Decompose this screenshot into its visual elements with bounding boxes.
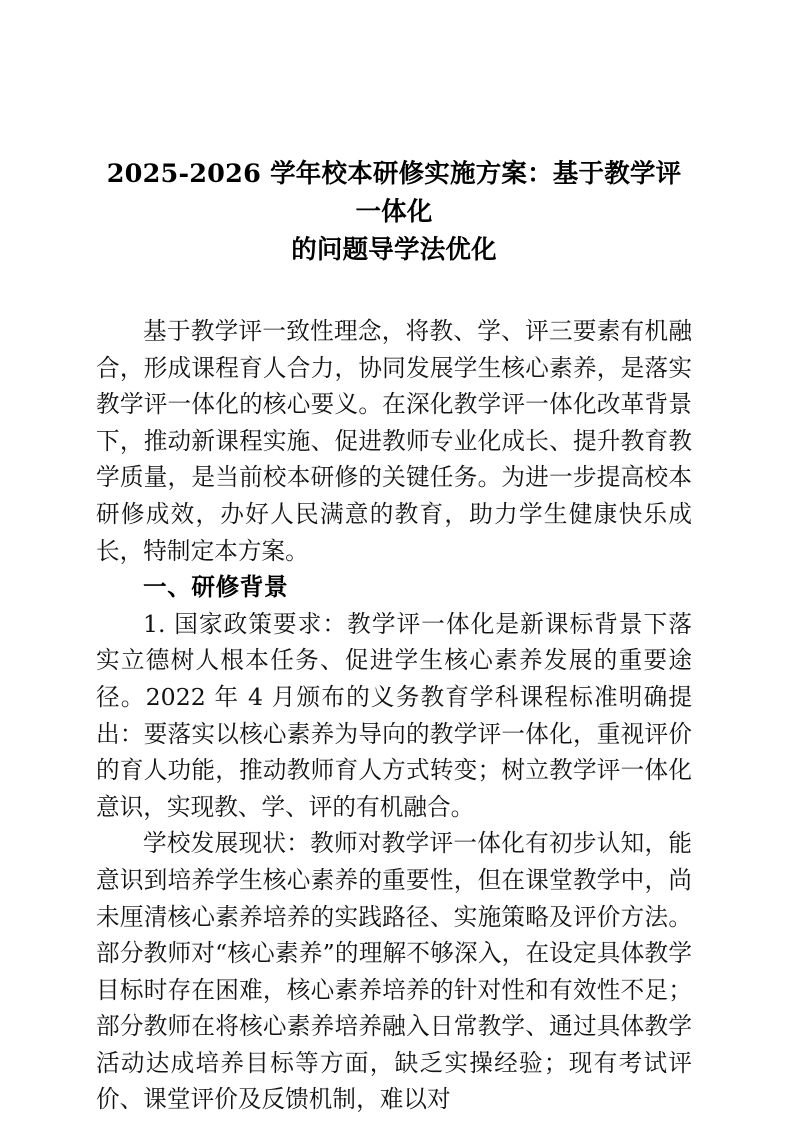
section-heading-research-background: 一、研修背景 [143, 573, 289, 602]
page-title [96, 155, 692, 269]
page-title-line-1: 2025-2026 学年校本研修实施方案：基于教学评一体化 [106, 159, 682, 227]
paragraph-intro: 基于教学评一致性理念，将教、学、评三要素有机融合，形成课程育人合力，协同发展学生核心素养，是落实教学评一体化的核心要义。在深化教学评一体化改革背景下，推动新课程实施、促进教师专业化成长、提升教育教学质量，是当前校本研修的关键任务。为进一步提高校本研修成效，办好人民满意的教育，助力学生健康快乐成长，特制定本方案。 [96, 317, 692, 565]
document-content [96, 155, 692, 1118]
paragraph-school-status: 学校发展现状：教师对教学评一体化有初步认知，能意识到培养学生核心素养的重要性，但在课堂教学中，尚未厘清核心素养培养的实践路径、实施策略及评价方法。部分教师对“核心素养”的理解不够深入，在设定具体教学目标时存在困难，核心素养培养的针对性和有效性不足；部分教师在将核心素养培养融入日常教学、通过具体教学活动达成培养目标等方面，缺乏实操经验；现有考试评价、课堂评价及反馈机制，难以对 [96, 829, 692, 1114]
title-body-spacer [96, 269, 692, 313]
paragraph-national-policy: 1. 国家政策要求：教学评一体化是新课标背景下落实立德树人根本任务、促进学生核心素养发展的重要途径。2022 年 4 月颁布的义务教育学科课程标准明确提出：要落实以核心素养为导向的教学评一体化，重视评价的育人功能，推动教师育人方式转变；树立教学评一体化意识，实现教、学、评的有机融合。 [96, 609, 692, 821]
page-title-line-2: 的问题导学法优化 [291, 235, 497, 265]
